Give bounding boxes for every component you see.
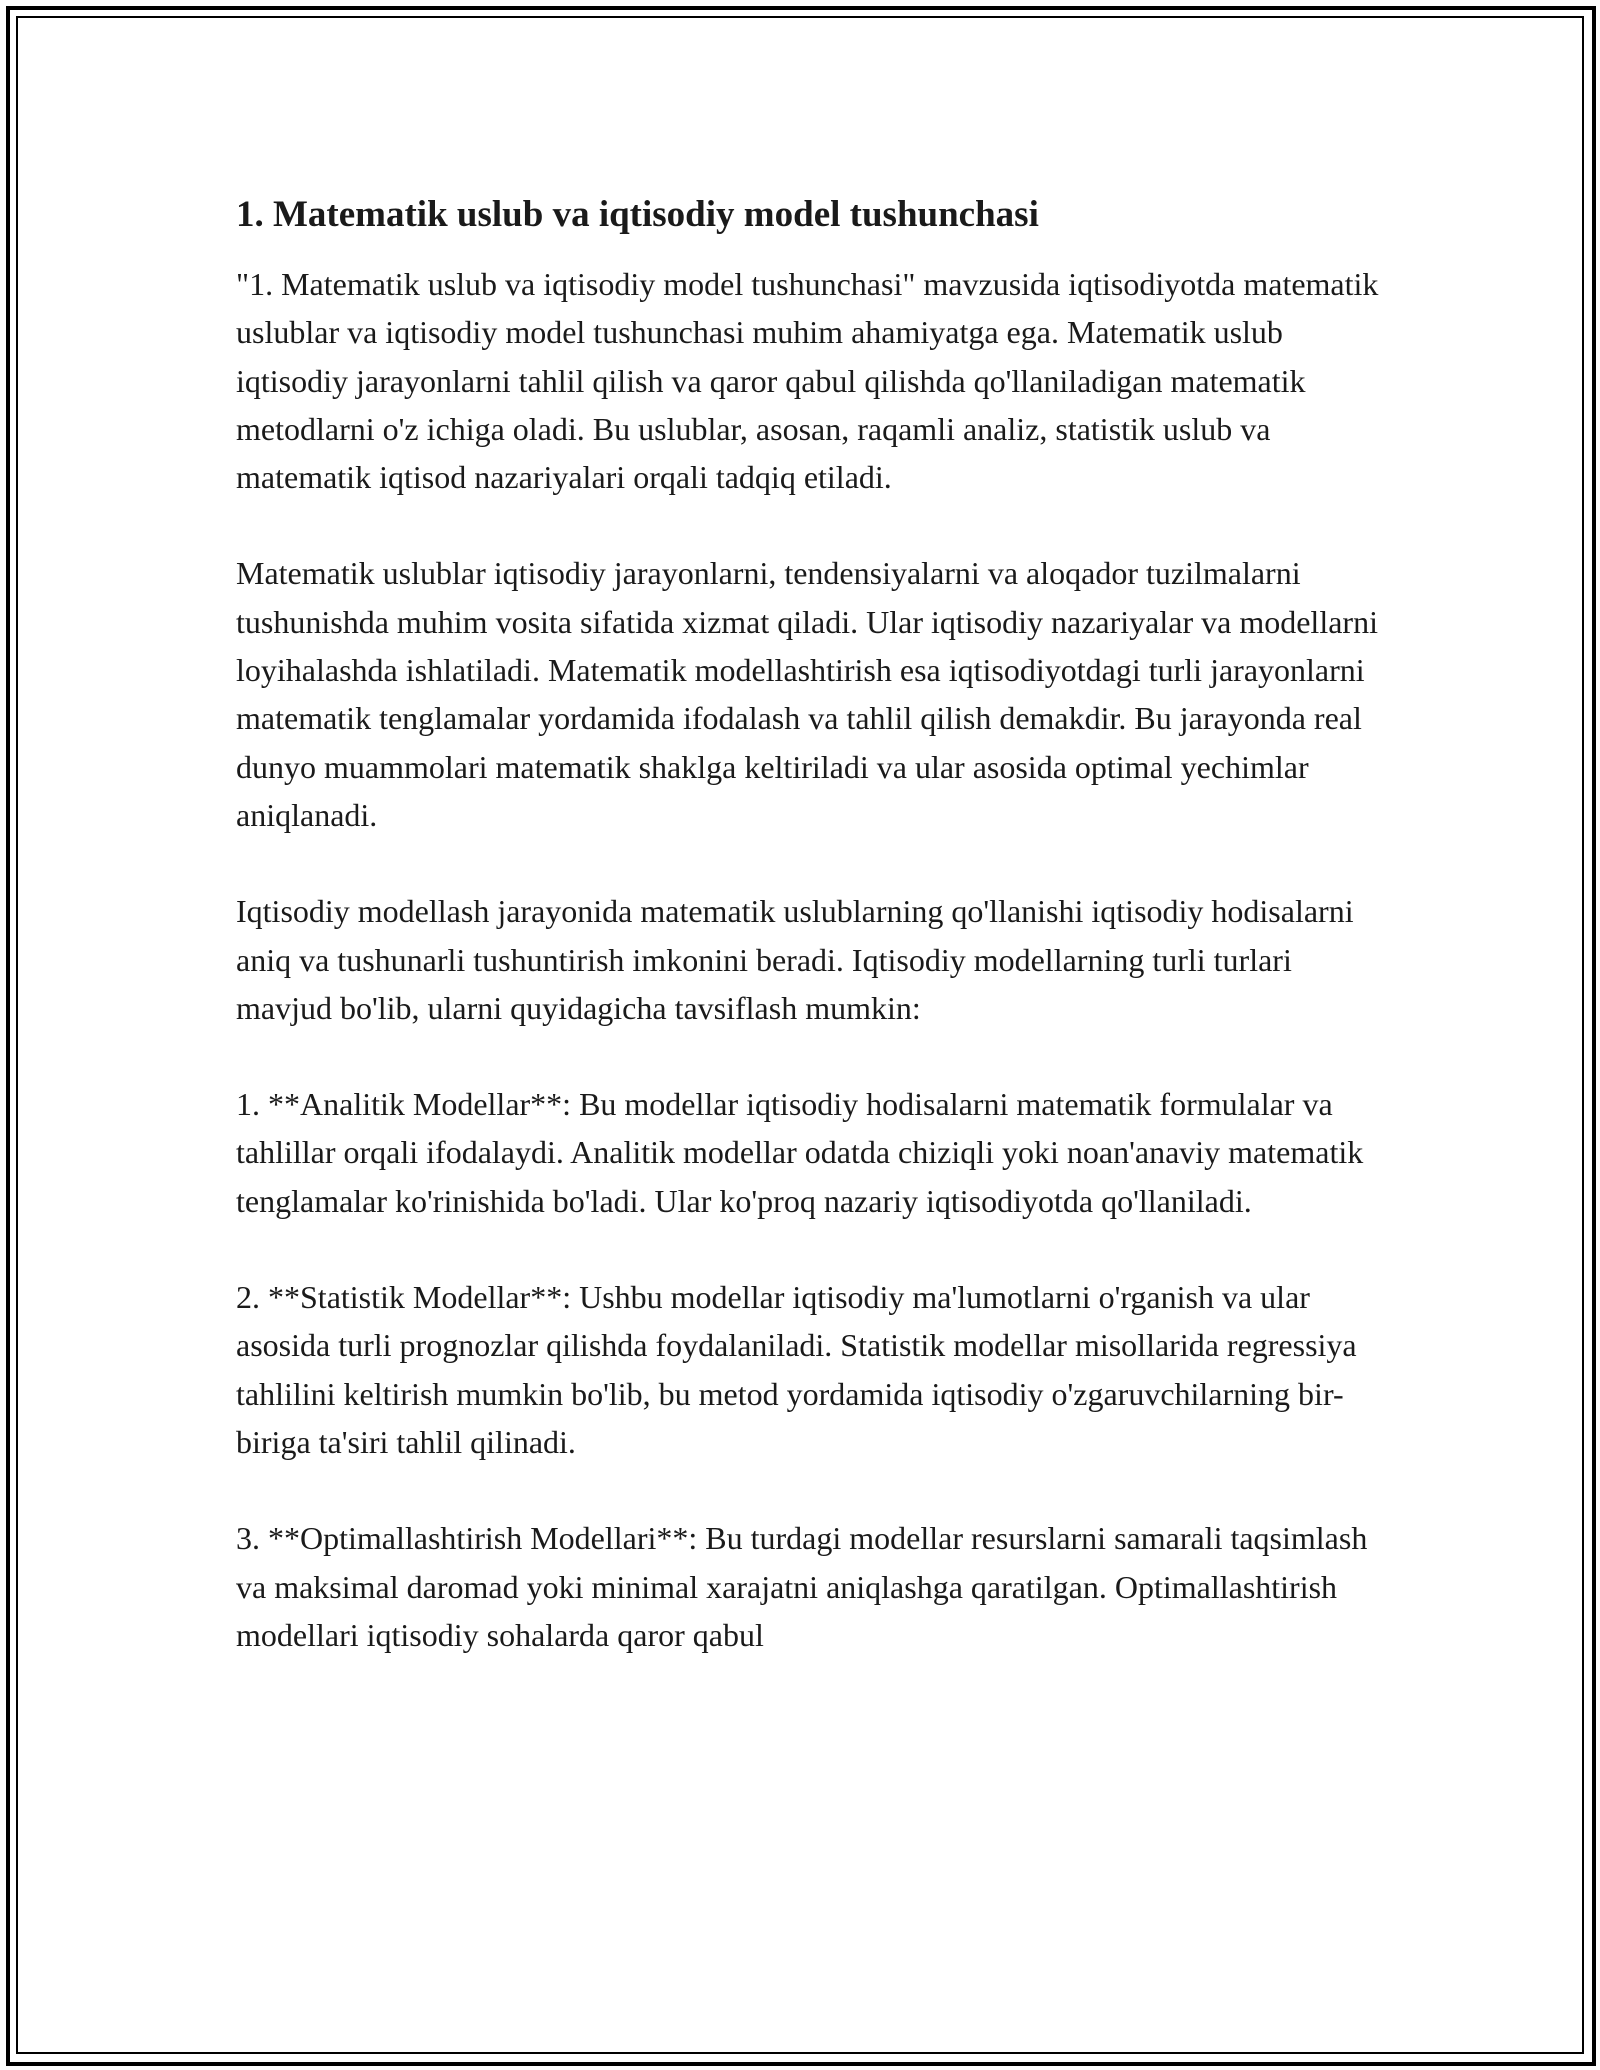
paragraph-methods: Matematik uslublar iqtisodiy jarayonlarni, tendensiyalarni va aloqador tuzilmalarni tushunishda muhim vosita sifatida xizmat qiladi. Ular iqtisodiy nazariyalar va modellarni loyihalashda ishlatiladi. Matematik modellashtirish esa iqtisodiyotdagi turli jarayonlarni matematik tenglamalar yordamida ifodalash va tahlil qilish demakdir. Bu jarayonda real dunyo muammolari matematik shaklga keltiriladi va ular asosida optimal yechimlar aniqlanadi. (236, 555, 1378, 833)
paragraph-intro: "1. Matematik uslub va iqtisodiy model tushunchasi" mavzusida iqtisodiyotda matematik uslublar va iqtisodiy model tushunchasi muhim ahamiyatga ega. Matematik uslub iqtisodiy jarayonlarni tahlil qilish va qaror qabul qilishda qo'llaniladigan matematik metodlarni o'z ichiga oladi. Bu uslublar, asosan, raqamli analiz, statistik uslub va matematik iqtisod nazariyalari orqali tadqiq etiladi. (236, 266, 1379, 496)
paragraph-modelling: Iqtisodiy modellash jarayonida matematik uslublarning qo'llanishi iqtisodiy hodisalarni aniq va tushunarli tushuntirish imkonini beradi. Iqtisodiy modellarning turli turlari mavjud bo'lib, ularni quyidagicha tavsiflash mumkin: (236, 893, 1354, 1026)
list-item-optimization-models: 3. **Optimallashtirish Modellari**: Bu turdagi modellar resurslarni samarali taqsimlash va maksimal daromad yoki minimal xarajatni aniqlashga qaratilgan. Optimallashtirish modellari iqtisodiy sohalarda qaror qabul (236, 1520, 1368, 1653)
document-page (236, 188, 1386, 1659)
document-title: 1. Matematik uslub va iqtisodiy model tushunchasi (236, 194, 1039, 235)
list-item-analytic-models: 1. **Analitik Modellar**: Bu modellar iqtisodiy hodisalarni matematik formulalar va tahlillar orqali ifodalaydi. Analitik modellar odatda chiziqli yoki noan'anaviy matematik tenglamalar ko'rinishida bo'ladi. Ular ko'proq nazariy iqtisodiyotda qo'llaniladi. (236, 1086, 1364, 1219)
list-item-statistical-models: 2. **Statistik Modellar**: Ushbu modellar iqtisodiy ma'lumotlarni o'rganish va ular asosida turli prognozlar qilishda foydalaniladi. Statistik modellar misollarida regressiya tahlilini keltirish mumkin bo'lib, bu metod yordamida iqtisodiy o'zgaruvchilarning bir-biriga ta'siri tahlil qilinadi. (236, 1279, 1357, 1460)
